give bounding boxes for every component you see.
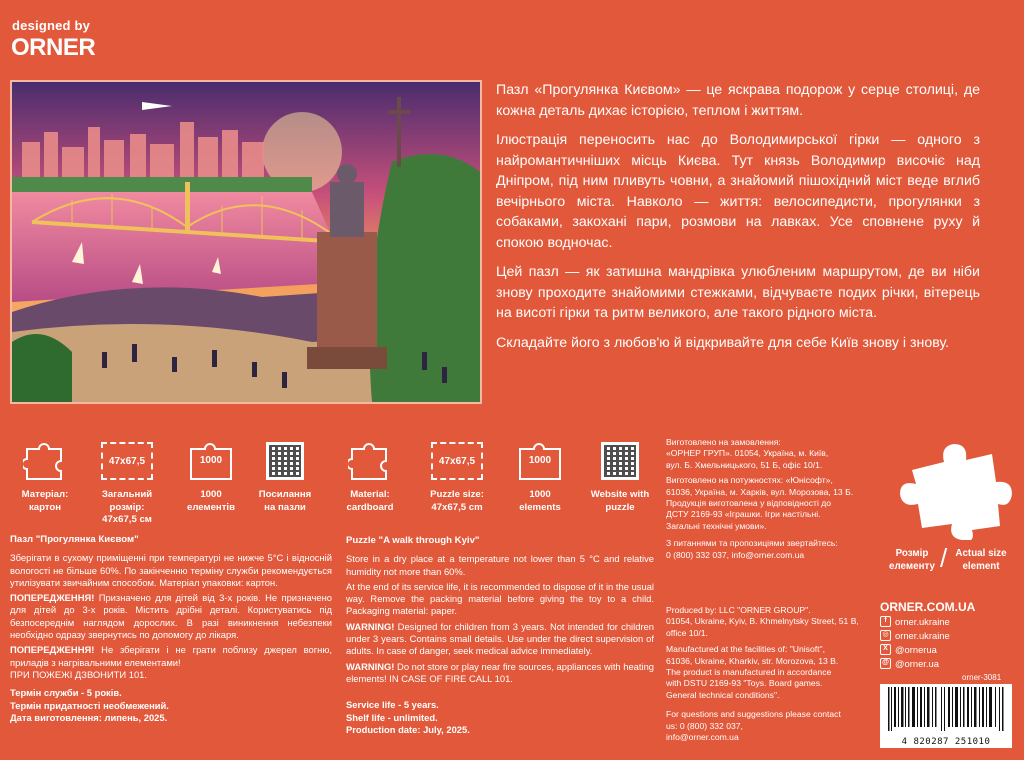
barcode <box>880 684 1012 748</box>
x-icon: X <box>880 644 891 655</box>
warning-body: Не зберігати і не грати поблизу джерел вогню, приладів з нагрівальними елементами! ПРИ ПОЖЕЖІ ДЗВОНИТИ 101. <box>10 644 332 680</box>
feature-label: Посилання на пазли <box>258 489 312 513</box>
size-slash: / <box>940 543 948 573</box>
instagram-icon: ◎ <box>880 630 891 641</box>
description-paragraph: Складайте його з любов'ю й відкривайте для себе Київ знову і знову. <box>496 334 950 351</box>
threads-icon: @ <box>880 658 891 669</box>
warning-label: ПОПЕРЕДЖЕННЯ! <box>10 592 95 604</box>
warning-text <box>346 621 654 658</box>
production-date: Production date: July, 2025. <box>346 723 470 735</box>
feature-material-en <box>327 437 413 514</box>
barcode-number: 4 820287 251010 <box>901 737 991 747</box>
feature-qr-en[interactable] <box>577 437 663 514</box>
warning-body: Призначено для дітей від 3-х років. Не призначено для дітей до 3-х років. Містить дрібні деталі. Користуватись під безпосереднім наглядом дорослих. В разі виникнення небезпеки необхідно одразу звернутись по допомогу до лікаря. <box>10 592 332 641</box>
manufacturer-line: З питаннями та пропозиціями звертайтесь: 0 (800) 332 037, info@orner.com.ua <box>666 538 838 560</box>
feature-size-ua <box>84 437 170 527</box>
product-description <box>496 80 980 362</box>
puzzle-illustration <box>10 80 482 404</box>
puzzle-piece-icon <box>23 439 67 483</box>
feature-label: 1000 елементів <box>186 489 235 513</box>
puzzle-piece-icon <box>892 440 1016 540</box>
manufacturer-line: Виготовлено на замовлення: «ОРНЕР ГРУП». 01054, Україна, м. Київ, вул. Б. Хмельницького, 51 Б, офіс 10/1. <box>666 437 829 470</box>
feature-label: Матеріал: картон <box>21 489 69 513</box>
disposal-text: At the end of its service life, it is recommended to dispose of it in the usual way. Remove the packing material before giving the toy to a child. Packaging material: paper. <box>346 580 654 617</box>
warnings-column-ua <box>10 534 332 724</box>
size-box-icon: 47x67,5 <box>101 442 153 480</box>
barcode-bars <box>886 687 1006 731</box>
actual-size-puzzle-piece <box>892 440 1016 545</box>
warning-body: Designed for children from 3 years. Not intended for children under 3 years. Contains small details. Use under the direct supervision of adults. In case of danger, seek medical advice immediately. <box>346 620 654 657</box>
size-element-label-en: Actual size element <box>955 548 1007 572</box>
social-x[interactable] <box>880 644 937 655</box>
qr-code-icon[interactable] <box>266 442 304 480</box>
website-link[interactable]: ORNER.COM.UA <box>880 600 976 614</box>
warnings-column-en <box>346 535 654 736</box>
manufacturer-info-ua <box>666 437 871 565</box>
social-handle: orner.ukraine <box>895 616 950 627</box>
feature-label: 1000 elements <box>519 489 561 513</box>
feature-qr-ua[interactable] <box>242 437 328 514</box>
social-handle: @orner.ua <box>895 658 939 669</box>
service-life: Термін служби - 5 років. <box>10 687 122 699</box>
puzzle-piece-icon <box>348 439 392 483</box>
warning-body: Do not store or play near fire sources, appliances with heating elements! IN CASE OF FIRE CALL 101. <box>346 660 654 684</box>
manufacturer-info-en <box>666 605 871 748</box>
description-paragraph: Ілюстрація переносить нас до Володимирської гірки — одного з найромантичніших місць Києва. Тут князь Володимир височіє над Дніпром, під ним пливуть човни, а знайомий пішохідний міст веде вглиб вечірнього міста. Навколо — життя: велосипедисти, прогулянки з собаками, закохані пари, розмови на лавках. Усе сповнене руху й спокою водночас. <box>496 132 980 251</box>
warning-label: WARNING! <box>346 620 395 632</box>
manufacturer-line: For questions and suggestions please contact us: 0 (800) 332 037, info@orner.com.ua <box>666 709 841 743</box>
description-paragraph: Пазл «Прогулянка Києвом» — це яскрава подорож у серце столиці, де кожна деталь дихає історією, теплом і життям. <box>496 82 980 119</box>
warning-text <box>10 592 332 641</box>
size-element-label-ua: Розмір елементу <box>889 548 935 572</box>
column-title: Пазл "Прогулянка Києвом" <box>10 534 139 545</box>
storage-text: Store in a dry place at a temperature not lower than 5 °C and relative humidity not more than 60%. <box>346 553 654 577</box>
warning-label: WARNING! <box>346 660 395 672</box>
feature-label: Puzzle size: 47x67,5 cm <box>430 489 484 513</box>
description-paragraph: Цей пазл — як затишна мандрівка улюбленим маршрутом, де ви ніби знову проходите знайомими стежками, відчуваєте подих річки, вітерець на висоті гірки та ритм великого, але такого рідного міста. <box>496 264 980 321</box>
service-life: Service life - 5 years. <box>346 699 439 711</box>
shelf-life: Термін придатності необмежений. <box>10 699 169 711</box>
manufacturer-line: Produced by: LLC "ORNER GROUP". 01054, Ukraine, Kyiv, B. Khmelnytsky Street, 51 B, office 10/1. <box>666 605 859 638</box>
facebook-icon: f <box>880 616 891 627</box>
warning-label: ПОПЕРЕДЖЕННЯ! <box>10 644 95 656</box>
storage-text: Зберігати в сухому приміщенні при температурі не нижче 5°С і відносній вологості не більше 60%. По закінченню терміну служби рекомендується утилізувати звичайним способом. Матеріал упаковки: картон. <box>10 552 332 588</box>
warning-text <box>346 661 654 686</box>
piece-count-text: 1000 <box>528 455 552 466</box>
size-box-icon: 47x67,5 <box>431 442 483 480</box>
brand-logo: ORNER <box>11 34 96 61</box>
sku-code: orner-3081 <box>962 673 1002 682</box>
production-date: Дата виготовлення: липень, 2025. <box>10 711 168 723</box>
feature-size-en <box>414 437 500 514</box>
piece-count-text: 1000 <box>199 455 223 466</box>
social-handle: orner.ukraine <box>895 630 950 641</box>
social-threads[interactable] <box>880 658 939 669</box>
feature-count-en <box>497 437 583 514</box>
feature-label: Material: cardboard <box>346 489 394 513</box>
qr-code-icon[interactable] <box>601 442 639 480</box>
feature-label: Загальний розмір: 47x67,5 см <box>101 489 153 525</box>
social-instagram[interactable] <box>880 630 950 641</box>
manufacturer-line: Виготовлено на потужностях: «Юнісофт», 61036, Україна, м. Харків, вул. Морозова, 13 Б. Продукція виготовлена у відповідності до ДСТУ 2169-93 «Іграшки. Ігри настільні. Загальні технічні умови». <box>666 475 854 531</box>
manufacturer-line: Manufactured at the facilities of: "Unisoft", 61036, Ukraine, Kharkiv, str. Morozova, 13 B. The product is manufactured in accordance with DSTU 2169-93 "Toys. Board games. General technical conditions". <box>666 644 839 700</box>
designed-by-label: designed by <box>12 18 91 33</box>
feature-label: Website with puzzle <box>590 489 650 513</box>
social-handle: @ornerua <box>895 644 937 655</box>
warning-text <box>10 644 332 681</box>
column-title: Puzzle "A walk through Kyiv" <box>346 535 480 546</box>
social-facebook[interactable] <box>880 616 950 627</box>
kyiv-illustration-svg <box>12 82 480 402</box>
shelf-life: Shelf life - unlimited. <box>346 711 438 723</box>
feature-material-ua <box>2 437 88 514</box>
